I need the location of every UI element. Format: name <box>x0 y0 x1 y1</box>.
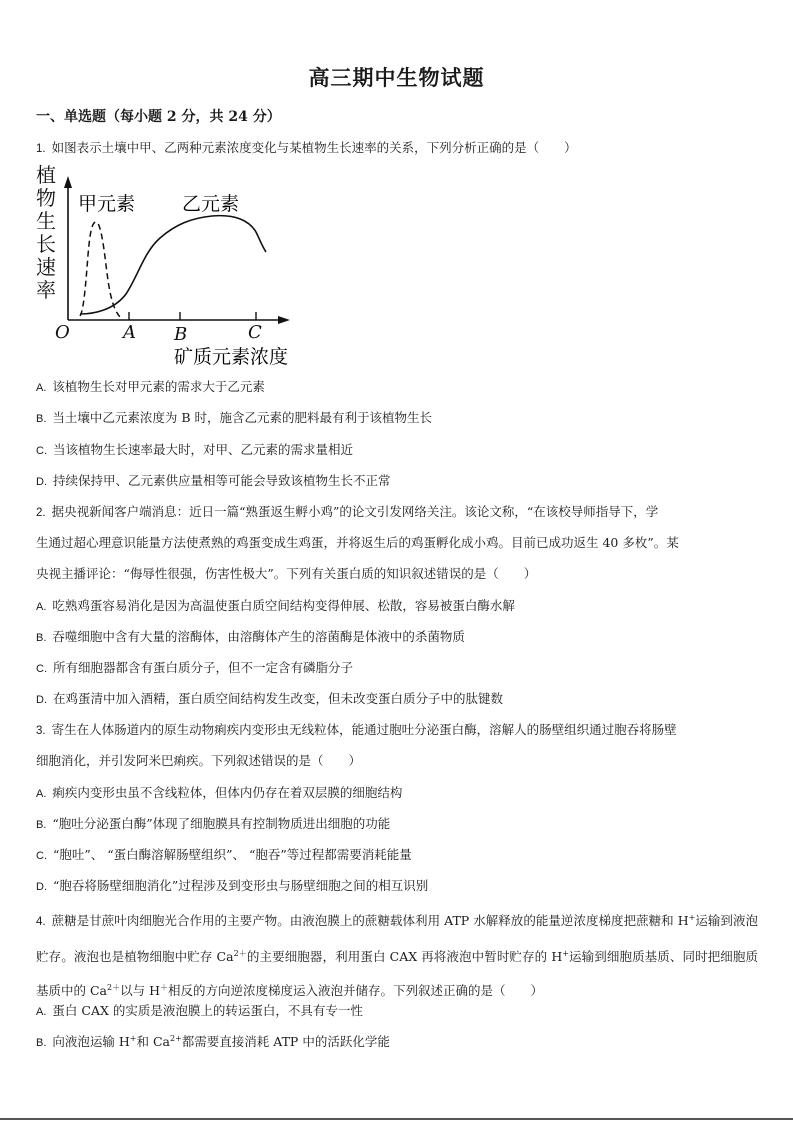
series-line-yi <box>80 216 266 314</box>
option-text: 在鸡蛋清中加入酒精，蛋白质空间结构发生改变，但未改变蛋白质分子中的肽键数 <box>53 691 504 706</box>
q3-option-d <box>36 876 428 894</box>
y-axis-arrow <box>64 176 72 188</box>
y-axis-label-char: 长 <box>36 232 56 256</box>
stem-text: 据央视新闻客户端消息：近日一篇“熟蛋返生孵小鸡”的论文引发网络关注。该论文称，“在该校导师指导下，学 <box>51 504 659 519</box>
option-text: 持续保持甲、乙元素供应量相等可能会导致该植物生长不正常 <box>53 473 391 488</box>
question-3-stem-line-1 <box>36 720 677 738</box>
q2-option-d <box>36 689 503 707</box>
series-line-jia <box>80 222 120 317</box>
option-key: D. <box>36 476 47 488</box>
superscript: + <box>688 913 696 922</box>
tick-label-a: A <box>123 322 136 343</box>
series-label-yi: 乙元素 <box>182 193 240 215</box>
option-key: A. <box>36 1006 47 1018</box>
stem-text: 的主要细胞器，利用蛋白 CAX 再将液泡中暂时贮存的 H <box>246 949 563 965</box>
q3-option-a <box>36 783 402 801</box>
option-key: A. <box>36 788 47 800</box>
option-key: C. <box>36 663 47 675</box>
tick-label-c: C <box>248 322 262 343</box>
option-key: A. <box>36 601 47 613</box>
x-axis-label: 矿质元素浓度 <box>174 346 289 368</box>
q1-option-a <box>36 377 265 395</box>
option-text: 都需要直接消耗 ATP 中的活跃化学能 <box>181 1034 390 1049</box>
option-key: B. <box>36 413 47 425</box>
option-text: “胞吐”、 “蛋白酶溶解肠壁组织”、 “胞吞”等过程都需要消耗能量 <box>53 847 412 862</box>
option-key: D. <box>36 694 47 706</box>
question-2-stem-line-2: 生通过超心理意识能量方法使煮熟的鸡蛋变成生鸡蛋，并将返生后的鸡蛋孵化成小鸡。目前已成功返生 40 多枚”。某 <box>36 535 679 550</box>
superscript: ＋ <box>159 983 168 993</box>
page-bottom-rule <box>0 1118 793 1120</box>
option-key: A. <box>36 382 47 394</box>
x-axis-arrow <box>278 316 290 324</box>
stem-text: 如图表示土壤中甲、乙两种元素浓度变化与某植物生长速率的关系，下列分析正确的是（ ） <box>51 140 577 155</box>
option-key: D. <box>36 881 47 893</box>
option-key: C. <box>36 850 47 862</box>
option-text: 该植物生长对甲元素的需求大于乙元素 <box>52 379 265 394</box>
superscript: + <box>562 949 569 959</box>
question-number: 4. <box>36 916 46 929</box>
q2-option-a <box>36 596 515 614</box>
question-number: 3. <box>36 725 46 737</box>
option-text: 向液泡运输 H <box>52 1034 130 1049</box>
y-axis-label-char: 生 <box>36 209 56 233</box>
q1-option-d <box>36 471 391 489</box>
y-axis-label-char: 物 <box>36 186 56 210</box>
option-key: B. <box>36 819 47 831</box>
y-axis-label-char: 植 <box>36 163 56 187</box>
option-text: “胞吐分泌蛋白酶”体现了细胞膜具有控制物质进出细胞的功能 <box>52 816 391 831</box>
stem-text: 以与 H <box>120 983 160 999</box>
q2-option-b <box>36 627 465 645</box>
q1-option-b <box>36 408 432 426</box>
y-axis-label-char: 率 <box>36 278 56 302</box>
superscript: 2＋ <box>233 949 247 959</box>
option-text: 和 Ca <box>136 1034 170 1049</box>
stem-text: 运输到细胞质基质、同时把细胞质基质中的 Ca <box>36 949 759 999</box>
stem-text: 相反的方向逆浓度梯度运入液泡并储存。下列叙述正确的是（ ） <box>167 983 543 999</box>
option-key: B. <box>36 632 47 644</box>
question-1-stem <box>36 138 577 156</box>
option-key: B. <box>36 1037 47 1049</box>
question-2-stem-line-3: 央视主播评论：“侮辱性很强，伤害性极大”。下列有关蛋白质的知识叙述错误的是（ ） <box>36 566 537 581</box>
q3-option-b <box>36 814 390 832</box>
option-text: 所有细胞器都含有蛋白质分子，但不一定含有磷脂分子 <box>53 660 354 675</box>
q1-option-c <box>36 440 353 458</box>
option-text: 蛋白 CAX 的实质是液泡膜上的转运蛋白，不具有专一性 <box>52 1003 363 1018</box>
y-axis-label-char: 速 <box>36 255 56 279</box>
stem-text: 寄生在人体肠道内的原生动物痢疾内变形虫无线粒体，能通过胞吐分泌蛋白酶，溶解人的肠壁组织通过胞吞将肠壁 <box>51 722 677 737</box>
superscript: 2＋ <box>107 983 121 993</box>
option-text: 吃熟鸡蛋容易消化是因为高温使蛋白质空间结构变得伸展、松散，容易被蛋白酶水解 <box>52 598 515 613</box>
question-2-stem-line-1 <box>36 502 658 520</box>
option-text: 当土壤中乙元素浓度为 B 时，施含乙元素的肥料最有利于该植物生长 <box>52 410 433 425</box>
question-4-stem <box>36 902 758 1006</box>
series-label-jia: 甲元素 <box>78 193 136 215</box>
growth-rate-chart <box>34 160 314 372</box>
superscript: 2+ <box>169 1033 182 1043</box>
question-number: 2. <box>36 507 46 519</box>
q3-option-c <box>36 845 412 863</box>
option-text: 吞噬细胞中含有大量的溶酶体，由溶酶体产生的溶菌酶是体液中的杀菌物质 <box>52 629 465 644</box>
q4-option-b <box>36 1032 390 1050</box>
section-heading: 一、单选题（每小题 2 分，共 24 分） <box>36 109 281 125</box>
question-number: 1. <box>36 143 46 155</box>
option-key: C. <box>36 445 47 457</box>
option-text: 当该植物生长速率最大时，对甲、乙元素的需求量相近 <box>53 442 354 457</box>
tick-label-b: B <box>174 324 188 345</box>
q2-option-c <box>36 658 353 676</box>
option-text: 痢疾内变形虫虽不含线粒体，但体内仍存在着双层膜的细胞结构 <box>52 785 403 800</box>
q4-option-a <box>36 1001 363 1019</box>
question-3-stem-line-2: 细胞消化，并引发阿米巴痢疾。下列叙述错误的是（ ） <box>36 753 362 768</box>
option-text: “胞吞将肠壁细胞消化”过程涉及到变形虫与肠壁细胞之间的相互识别 <box>53 878 429 893</box>
origin-label: O <box>55 322 70 343</box>
superscript: + <box>129 1033 137 1043</box>
stem-text: 运输到液泡贮存。液泡也是植物细胞中贮存 Ca <box>36 913 758 965</box>
page-title: 高三期中生物试题 <box>308 65 485 90</box>
stem-text: 蔗糖是甘蔗叶肉细胞光合作用的主要产物。由液泡膜上的蔗糖载体利用 ATP 水解释放的能量逆浓度梯度把蔗糖和 H <box>51 913 689 929</box>
